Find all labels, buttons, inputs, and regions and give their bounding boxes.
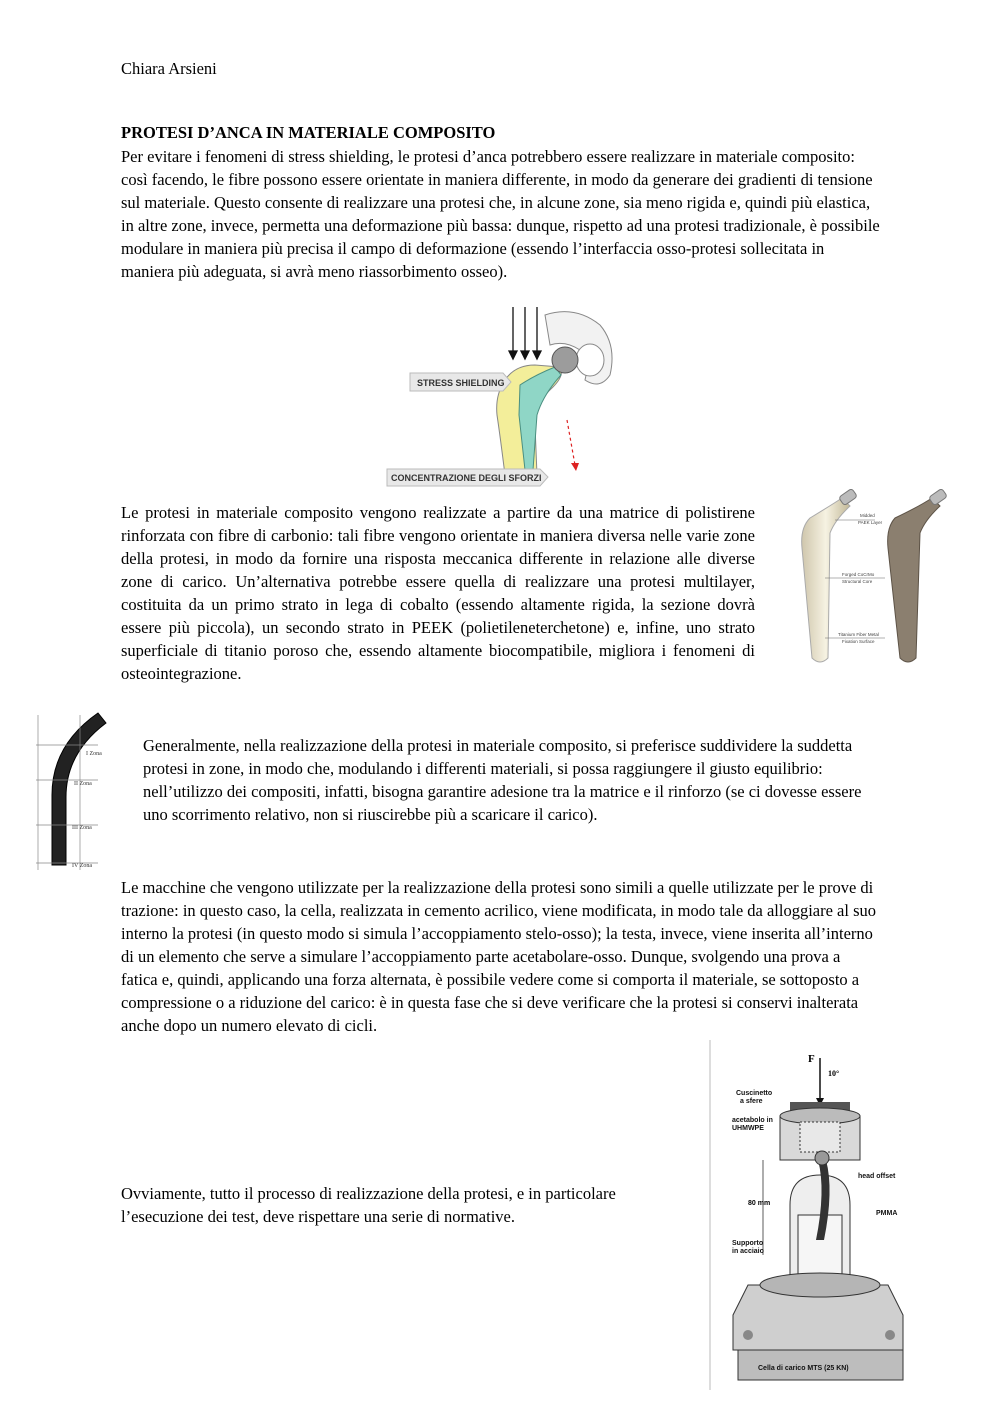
stress-shielding-figure [385,305,620,490]
pmma-label: PMMA [876,1210,898,1217]
zone-label-4: IV Zona [72,863,93,869]
zone-label-1: I Zona [86,751,102,757]
angle-label: 10° [828,1069,840,1078]
test-head [815,1151,829,1165]
layer-label-2a: Forged CoCrMo [842,572,875,577]
bearing-label-a: Cuscinetto [736,1090,773,1097]
test-rig-figure [708,1040,913,1390]
prosthesis-stem [519,367,561,470]
force-label: F [808,1053,815,1065]
paragraph-regulations: Ovviamente, tutto il processo di realizzazione della protesi, e in particolare l’esecuzione dei test, deve rispettare una serie di normative. [121,1184,616,1226]
pelvis-hole [576,344,604,376]
stress-arrowhead [571,463,579,471]
author-name: Chiara Arsieni [121,59,217,78]
load-cell-label: Cella di carico MTS (25 KN) [758,1365,849,1372]
layer-label-1a: Midded [860,513,875,518]
head-offset-label: head offset [858,1173,896,1180]
bearing-label-b: a sfere [740,1098,763,1105]
porous-stem [888,498,940,662]
stress-shielding-label: STRESS SHIELDING [417,378,505,388]
paragraph-testing-machines: Le macchine che vengono utilizzate per la realizzazione della protesi sono simili a quelle utilizzate per le prove di trazione: in questo caso, la cella, realizzata in cemento acrilico, viene modificata, in modo tale da alloggiare al suo interno la protesi (in questo modo si simula l’accoppiamento stelo-osso); la testa, invece, viene inserita all’interno di un elemento che serve a simulare l’accoppiamento parte acetabolare-osso. Dunque, svolgendo una prova a fatica e, quindi, applicando una forza alternata, è possibile vedere come si comporta il materiale, se sottoposto a compressione o a riduzione del carico: è in questa fase che si deve verificare che la protesi si conservi inalterata anche dopo un numero elevato di cicli. [121,878,877,1035]
zone-label-3: III Zona [72,825,92,831]
layer-label-3b: Fixation Surface [842,639,875,644]
paragraph-zones: Generalmente, nella realizzazione della protesi in materiale composito, si preferisce suddividere la suddetta protesi in zone, in modo che, modulando i differenti materiali, si possa raggiungere il giusto equilibrio: nell’utilizzo dei compositi, infatti, bisogna garantire adesione tra la matrice e il rinforzo (se ci dovesse essere uno scorrimento relativo, non si riuscirebbe più a scaricare il carico). [143,736,862,824]
acetabulum-label-a: acetabolo in [732,1117,773,1124]
zones-stem [52,713,106,865]
paragraph-stress-shielding: Per evitare i fenomeni di stress shielding, le protesi d’anca potrebbero essere realizzare in materiale composito: così facendo, le fibre possono essere orientate in maniera differente, in modo da generare dei gradienti di tensione sul materiale. Questo consente di realizzare una protesi che, in alcune zone, sia meno rigida e, quindi più elastica, in altre zone, invece, permetta una deformazione più bassa: dunque, rispetto ad una protesi tradizionale, è possibile modulare in maniera più precisa il campo di deformazione (essendo l’interfaccia osso-protesi sollecitata in maniera più adeguata, si avrà meno riassorbimento osseo). [121,147,880,281]
acetabulum-label-b: UHMWPE [732,1125,764,1132]
prosthesis-head [552,347,578,373]
concentration-label: CONCENTRAZIONE DEGLI SFORZI [391,473,542,483]
paragraph-composite-matrix: Le protesi in materiale composito vengono realizzate a partire da una matrice di polistirene rinforzata con fibre di carbonio: tali fibre vengono orientate in maniera diversa nelle varie zone della protesi, in modo da fornire una risposta meccanica differente in relazione alle diverse zone di carico. Un’alternativa potrebbe essere quella di realizzare una protesi multilayer, costituita da un primo strato in lega di cobalto (essendo altamente rigida, la sezione dovrà essere più piccola), un secondo strato in PEEK (polietileneterchetone) e, infine, uno strato superficiale di titanio poroso che, essendo altamente biocompatibile, migliora i fenomeni di osteointegrazione. [121,503,755,683]
zones-figure [28,705,138,875]
layer-label-2b: Structural Core [842,579,873,584]
layer-label-1b: PAEK Layer [858,520,883,525]
layer-label-3a: Titanium Fiber Metal [838,632,879,637]
stress-arrow [567,420,575,465]
section-title: PROTESI D’ANCA IN MATERIALE COMPOSITO [121,123,496,142]
load-arrows [509,307,541,359]
zone-label-2: II Zona [74,781,92,787]
support-label-a: Supporto [732,1240,764,1247]
distance-label: 80 mm [748,1200,771,1207]
support-label-b: in acciaio [732,1248,764,1255]
multilayer-prosthesis-figure [780,488,980,673]
